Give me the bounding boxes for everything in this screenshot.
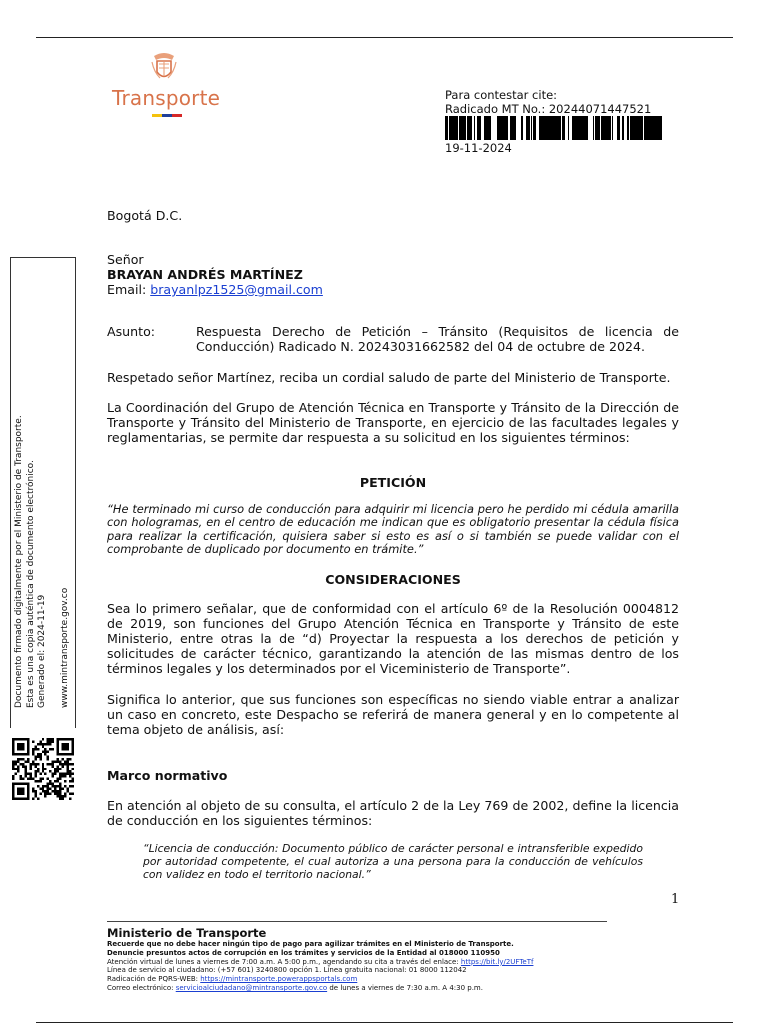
signature-sidebar-text [10, 247, 76, 718]
marco-quote: “Licencia de conducción: Documento público de carácter personal e intransferible expedido por autoridad competente, el cual autoriza a una persona para la conducción de vehículos con validez en todo el territorio nacional.” [143, 842, 643, 881]
asunto-text: Respuesta Derecho de Petición – Tránsito (Requisitos de licencia de Conducción) Radicado N. 20243031662582 del 04 de octubre de 2024. [196, 324, 679, 354]
appointment-link[interactable]: https://bit.ly/2UFTeTf [460, 957, 534, 966]
consideraciones-paragraph-2: Significa lo anterior, que sus funciones son específicas no siendo viable entrar a analizar un caso en concreto, este Despacho se referirá de manera general y en lo competente al tema objeto de análisis, así: [107, 692, 679, 737]
footer-line [107, 958, 533, 967]
recipient-name: BRAYAN ANDRÉS MARTÍNEZ [107, 267, 303, 282]
footer-rule [107, 921, 607, 922]
footer-line-text: de lunes a viernes de 7:30 a.m. A 4:30 p.m. [327, 983, 483, 992]
peticion-heading: PETICIÓN [359, 475, 427, 490]
sidebar-line [49, 257, 60, 708]
flag-stripe [152, 114, 182, 117]
logo-wordmark: Transporte [112, 86, 221, 110]
radicado-number: Radicado MT No.: 20244071447521 [445, 102, 652, 116]
recipient-email-link[interactable]: brayanlpz1525@gmail.com [150, 282, 323, 297]
recipient-block [107, 252, 679, 297]
city: Bogotá D.C. [107, 208, 183, 223]
page-number: 1 [671, 892, 680, 907]
sidebar-line: www.mintransporte.gov.co [59, 587, 70, 708]
barcode [445, 116, 663, 140]
consideraciones-paragraph-1: Sea lo primero señalar, que de conformidad con el artículo 6º de la Resolución 0004812 de 2019, son funciones del Grupo Atención Técnica en Transporte y Tránsito de este Ministerio, entre otras la de “d) Proyectar la respuesta a los derechos de petición y solicitudes de carácter técnico, garantizando la atención de las mismas dentro de los términos legales y los determinados por el Viceministerio de Transporte”. [107, 601, 679, 676]
footer-line: Denuncie presuntos actos de corrupción en los trámites y servicios de la Entidad al 018000 110950 [107, 948, 500, 957]
cite-label: Para contestar cite: [445, 88, 558, 102]
qr-code [12, 738, 74, 800]
consideraciones-heading: CONSIDERACIONES [325, 572, 461, 587]
ministry-logo [108, 48, 228, 123]
marco-heading: Marco normativo [107, 768, 228, 783]
sidebar-line: Esta es una copia auténtica de documento electrónico. [25, 460, 36, 708]
sidebar-line: Documento firmado digitalmente por el Ministerio de Transporte. [14, 415, 24, 708]
footer-line: Recuerde que no debe hacer ningún tipo de pago para agilizar trámites en el Ministerio de Transporte. [107, 940, 514, 948]
email-label: Email: [107, 282, 147, 297]
cite-date: 19-11-2024 [445, 141, 512, 155]
pqrs-link[interactable]: https://mintransporte.powerappsportals.com [200, 975, 358, 984]
greeting: Respetado señor Martínez, reciba un cordial saludo de parte del Ministerio de Transporte. [107, 370, 671, 385]
footer-line [107, 975, 533, 984]
footer-info [107, 940, 533, 993]
recipient-email-row [107, 282, 679, 297]
footer-line-text: Radicación de PQRS-WEB: [107, 975, 201, 984]
peticion-quote: “He terminado mi curso de conducción para adquirir mi licencia pero he perdido mi cédula amarilla con hologramas, en el centro de educación me indican que es obligatorio presentar la cédula física para realizar la certificación, quisiera saber si esto es así o si también se puede validar con el comprobante de duplicado por documento en trámite.” [107, 502, 679, 556]
footer-title: Ministerio de Transporte [107, 926, 267, 940]
footer-line: Línea de servicio al ciudadano: (+57 601) 3240800 opción 1. Línea gratuita nacional: 01 8000 112042 [107, 966, 467, 975]
footer-line-text: Atención virtual de lunes a viernes de 7:00 a.m. A 5:00 p.m., agendando su cita a través del enlace: [107, 957, 461, 966]
sidebar-line: Generado el: 2024-11-19 [37, 594, 47, 708]
coat-of-arms-icon [150, 50, 178, 84]
salutation-title: Señor [107, 252, 144, 267]
intro-paragraph: La Coordinación del Grupo de Atención Técnica en Transporte y Tránsito de la Dirección de Transporte y Tránsito del Ministerio de Transporte, en ejercicio de las facultades legales y reglamentarias, se permite dar respuesta a su solicitud en los siguientes términos: [107, 400, 679, 445]
marco-paragraph: En atención al objeto de su consulta, el artículo 2 de la Ley 769 de 2002, define la licencia de conducción en los siguientes términos: [107, 798, 679, 828]
cite-block [445, 88, 651, 116]
footer-line-text: Correo electrónico: [107, 983, 176, 992]
email-link[interactable]: servicioalciudadano@mintransporte.gov.co [175, 983, 328, 992]
bottom-rule [36, 1022, 733, 1023]
top-rule [36, 37, 733, 38]
footer-line [107, 984, 533, 993]
asunto-label: Asunto: [107, 324, 156, 339]
